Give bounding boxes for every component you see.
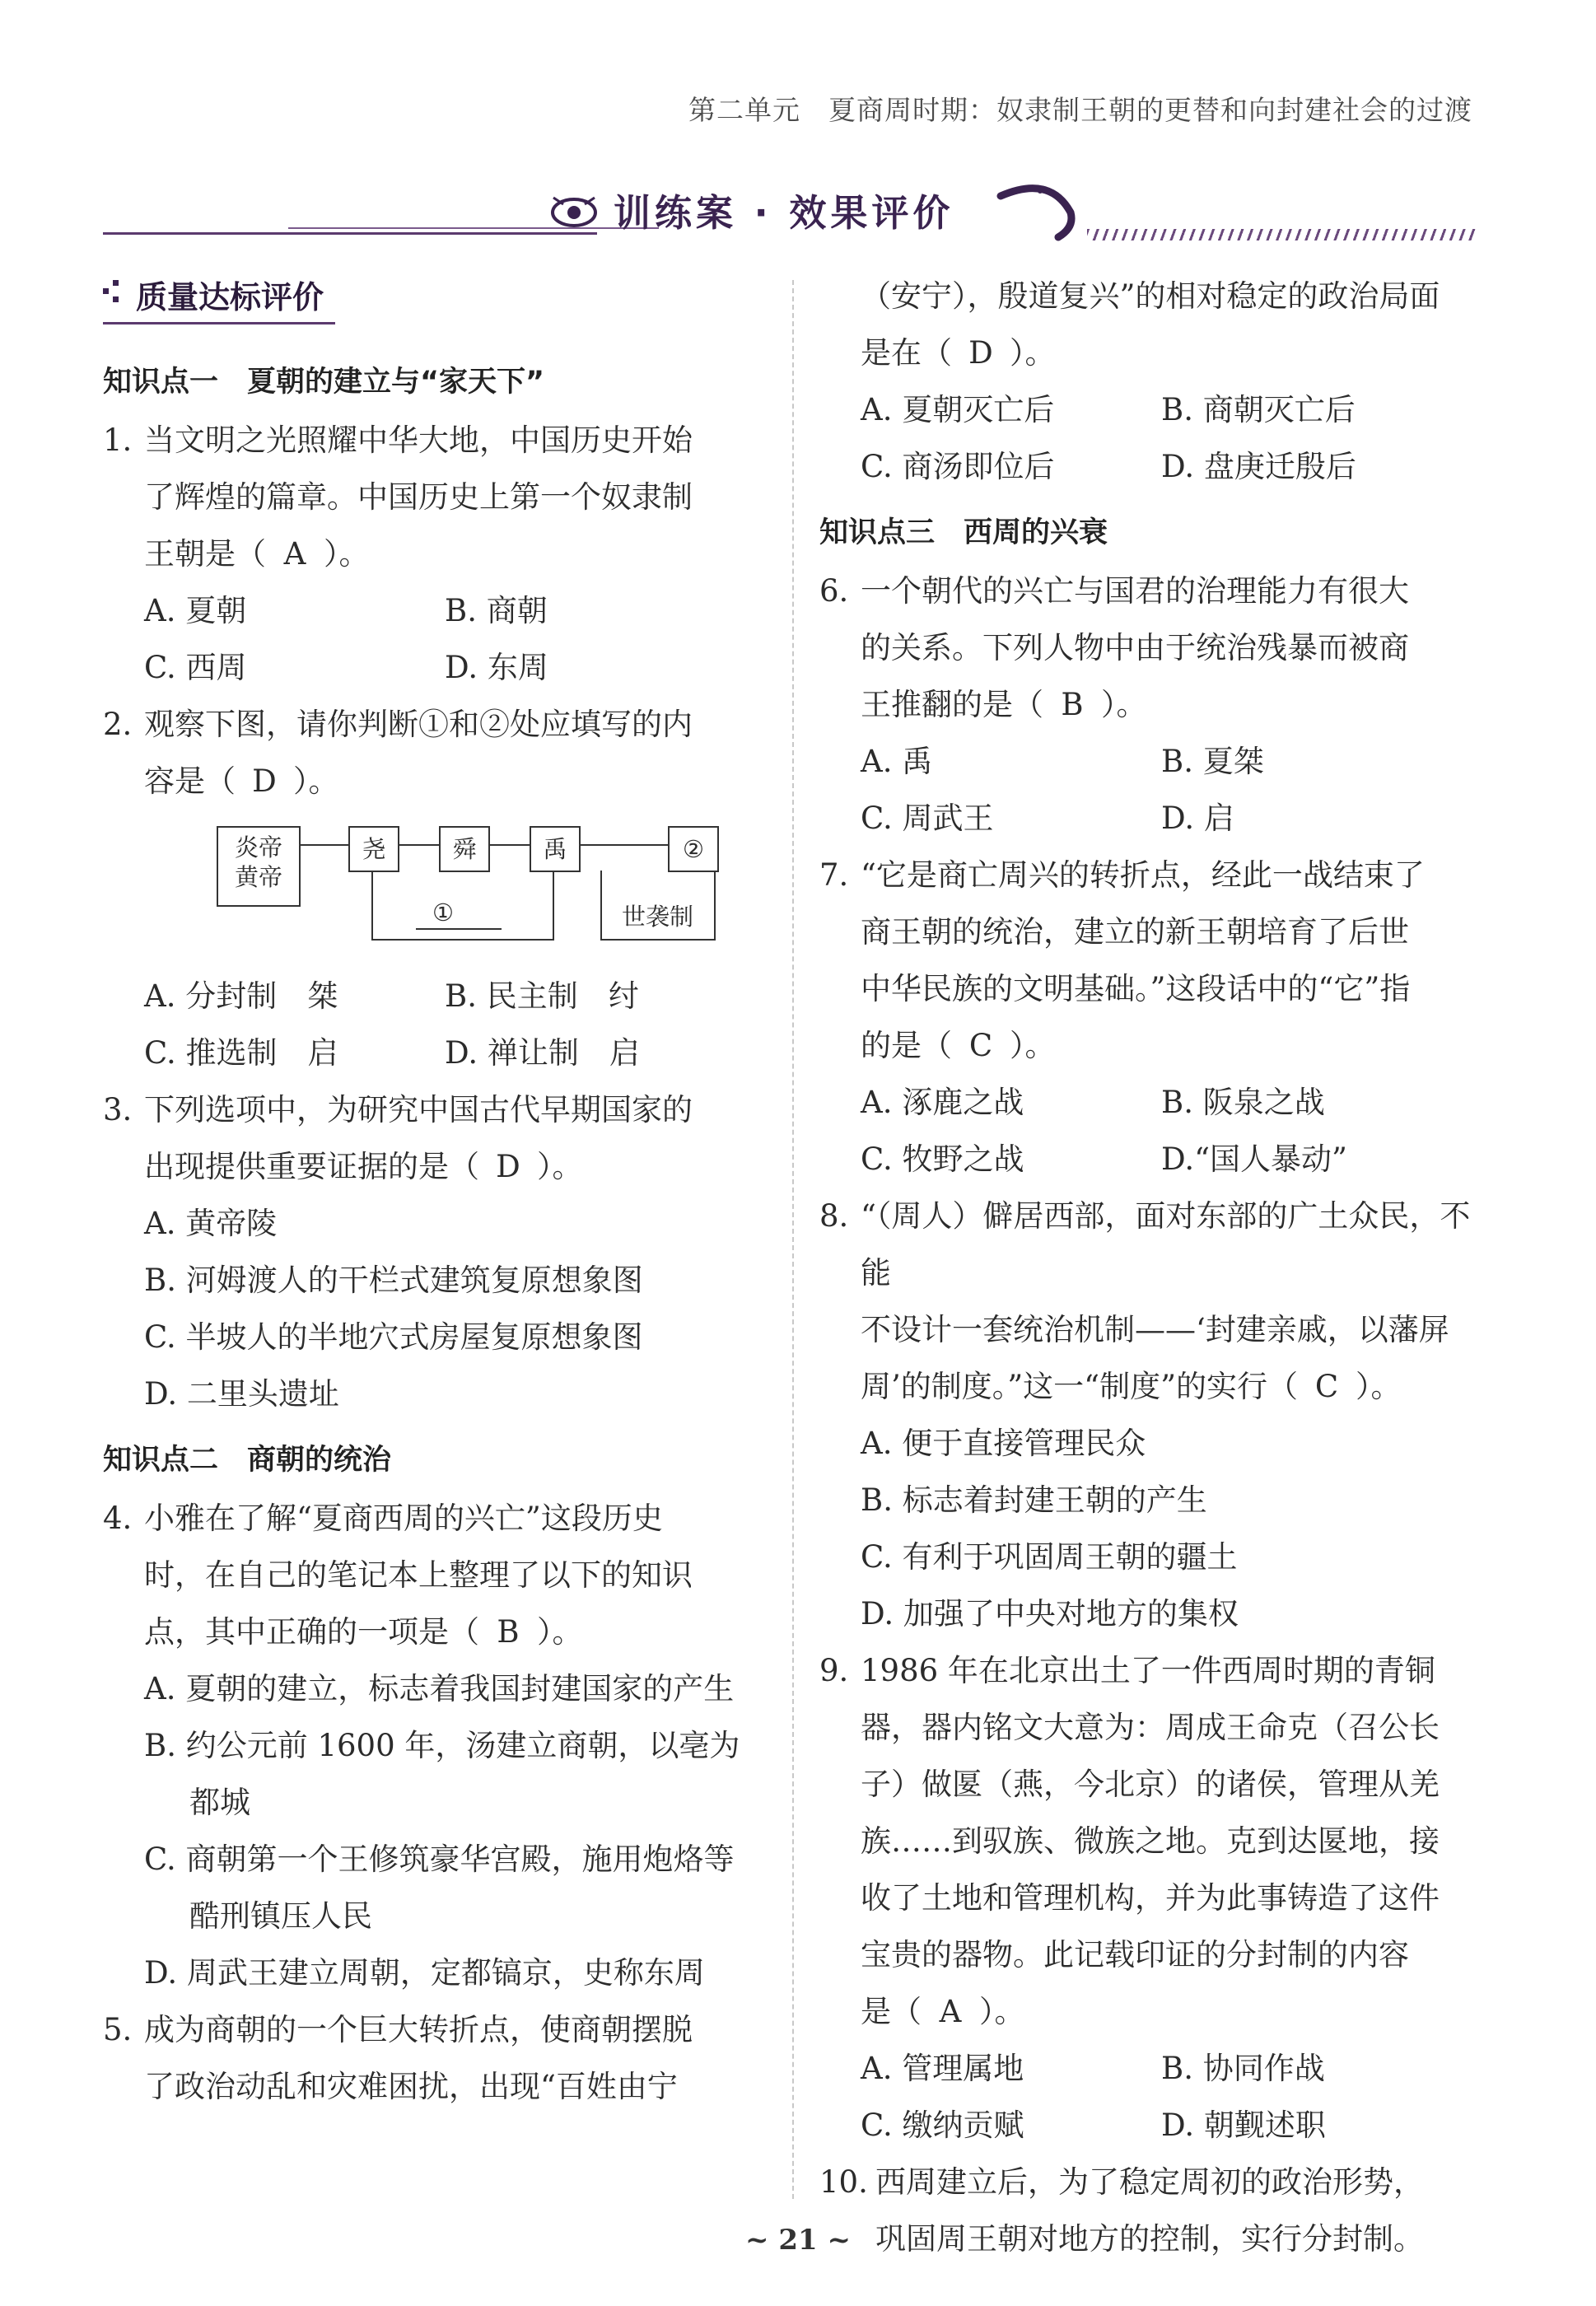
answer-mark: C	[968, 1028, 993, 1063]
question-4: 4. 小雅在了解“夏商西周的兴亡”这段历史 时，在自己的笔记本上整理了以下的知识 点，其中正确的一项是（ B ）。 A. 夏朝的建立，标志着我国封建国家的产生 B. 约公元前 1600 年，汤建立商朝，以亳为都城 C. 商朝第一个王修筑豪华宫殿，施用炮烙等酷刑镇压人民 D. 周武王建立周朝，定都镐京，史称东周	[103, 1490, 762, 2001]
answer-mark: B	[497, 1614, 520, 1650]
option: A. 夏朝的建立，标志着我国封建国家的产生	[144, 1671, 735, 1706]
answer-mark: D	[496, 1149, 520, 1184]
diagram-box-shun: 舜	[439, 826, 490, 872]
knowledge-point-1-title: 知识点一 夏朝的建立与“家天下”	[103, 366, 545, 399]
option: A. 涿鹿之战	[861, 1085, 1024, 1120]
question-9: 9. 1986 年在北京出土了一件西周时期的青铜 器，器内铭文大意为：周成王命克（召公长 子）做匽（燕，今北京）的诸侯，管理从羌 族……到驭族、微族之地。克到达匽地，接 收了土地和管理机构，并为此事铸造了这件 宝贵的器物。此记载印证的分封制的内容 是（ A ）。 A. 管理属地 B. 协同作战 C. 缴纳贡赋 D. 朝觐述职	[819, 1642, 1478, 2154]
option: A. 便于直接管理民众	[861, 1426, 1146, 1461]
answer-mark: A	[283, 536, 306, 572]
option: A. 黄帝陵	[144, 1206, 278, 1241]
banner-rule-left	[103, 232, 597, 235]
diagram-hereditary-label: 世袭制	[622, 903, 694, 931]
option: C. 商朝第一个王修筑豪华宫殿，施用炮烙等酷刑镇压人民	[144, 1842, 735, 1934]
option: C. 缴纳贡赋	[861, 2108, 1024, 2143]
section-title: 质量达标评价	[103, 272, 335, 324]
option: B. 协同作战	[1161, 2051, 1325, 2086]
diagram-slot-2: ②	[668, 826, 719, 872]
option: A. 分封制 桀	[144, 978, 338, 1014]
option: B. 夏桀	[1161, 744, 1264, 779]
knowledge-point-3-title: 知识点三 西周的兴衰	[819, 516, 1108, 549]
option: B. 河姆渡人的干栏式建筑复原想象图	[144, 1263, 643, 1298]
option: A. 夏朝	[144, 593, 247, 628]
bullet-dots-icon	[103, 280, 124, 305]
option: D. 禅让制 启	[445, 1035, 640, 1071]
answer-mark: D	[968, 335, 993, 371]
option: C. 半坡人的半地穴式房屋复原想象图	[144, 1319, 643, 1355]
option: D. 朝觐述职	[1161, 2108, 1326, 2143]
banner-title: 训练案 · 效果评价	[614, 191, 954, 235]
option: B. 约公元前 1600 年，汤建立商朝，以亳为都城	[144, 1728, 740, 1820]
diagram-slot-1: ①	[432, 899, 454, 927]
question-3: 3. 下列选项中，为研究中国古代早期国家的 出现提供重要证据的是（ D ）。 A. 黄帝陵 B. 河姆渡人的干栏式建筑复原想象图 C. 半坡人的半地穴式房屋复原想象图 D. 二里头遗址	[103, 1081, 762, 1422]
page-number: ~ 21 ~	[745, 2224, 851, 2257]
option: A. 管理属地	[861, 2051, 1024, 2086]
swoosh-decoration-icon	[992, 180, 1091, 245]
answer-mark: C	[1314, 1369, 1339, 1404]
option: D.“国人暴动”	[1161, 1141, 1347, 1177]
option: C. 推选制 启	[144, 1035, 338, 1071]
question-7: 7. “它是商亡周兴的转折点，经此一战结束了 商王朝的统治，建立的新王朝培育了后世 中华民族的文明基础。”这段话中的“它”指 的是（ C ）。 A. 涿鹿之战 B. 阪泉之战 C. 牧野之战 D.“国人暴动”	[819, 847, 1478, 1188]
question-5-continued: （安宁），殷道复兴”的相对稳定的政治局面 是在（ D ）。 A. 夏朝灭亡后 B. 商朝灭亡后 C. 商汤即位后 D. 盘庚迁殷后	[819, 268, 1478, 495]
succession-diagram	[103, 819, 762, 959]
column-divider	[792, 280, 794, 2199]
option: C. 周武王	[861, 801, 994, 836]
option: C. 牧野之战	[861, 1141, 1024, 1177]
running-header: 第二单元 夏商周时期：奴隶制王朝的更替和向封建社会的过渡	[688, 94, 1472, 126]
option: B. 民主制 纣	[445, 978, 639, 1014]
question-2: 2. 观察下图，请你判断①和②处应填写的内 容是（ D ）。 炎帝 黄帝 尧 舜 禹 ② ① 世袭制 A. 分封制 桀 B. 民主制 纣 C. 推选制 启 D. 禅让制 启	[103, 696, 762, 1081]
option: B. 阪泉之战	[1161, 1085, 1325, 1120]
option: B. 标志着封建王朝的产生	[861, 1482, 1207, 1518]
answer-mark: A	[939, 1994, 962, 2029]
question-1: 1. 当文明之光照耀中华大地，中国历史开始 了辉煌的篇章。中国历史上第一个奴隶制 王朝是（ A ）。 A. 夏朝 B. 商朝 C. 西周 D. 东周	[103, 412, 762, 696]
option: D. 启	[1161, 801, 1234, 836]
diagram-box-yandi-huangdi: 炎帝 黄帝	[217, 826, 301, 907]
eye-icon	[545, 186, 603, 236]
banner-hatch-rule	[1087, 229, 1478, 240]
section-banner	[103, 180, 1478, 245]
option: D. 二里头遗址	[144, 1376, 339, 1412]
option: B. 商朝	[445, 593, 548, 628]
option: D. 盘庚迁殷后	[1161, 449, 1356, 484]
option: A. 夏朝灭亡后	[861, 392, 1055, 427]
diagram-box-yao: 尧	[348, 826, 399, 872]
option: D. 周武王建立周朝，定都镐京，史称东周	[144, 1955, 705, 1991]
question-10: 10. 西周建立后，为了稳定周初的政治形势， 巩固周王朝对地方的控制，实行分封制。	[819, 2164, 1424, 2257]
question-8: 8. “（周人）僻居西部，面对东部的广土众民，不能 不设计一套统治机制——‘封建亲戚，以藩屏 周’的制度。”这一“制度”的实行（ C ）。 A. 便于直接管理民众 B. 标志着封建王朝的产生 C. 有利于巩固周王朝的疆土 D. 加强了中央对地方的集权	[819, 1188, 1478, 1642]
right-column	[819, 268, 1478, 2267]
option: B. 商朝灭亡后	[1161, 392, 1356, 427]
option: C. 商汤即位后	[861, 449, 1055, 484]
answer-mark: B	[1061, 687, 1084, 722]
question-5: 5. 成为商朝的一个巨大转折点，使商朝摆脱 了政治动乱和灾难困扰，出现“百姓由宁	[103, 2012, 693, 2104]
option: A. 禹	[861, 744, 933, 779]
question-6: 6. 一个朝代的兴亡与国君的治理能力有很大 的关系。下列人物中由于统治残暴而被商 王推翻的是（ B ）。 A. 禹 B. 夏桀 C. 周武王 D. 启	[819, 562, 1478, 847]
knowledge-point-2-title: 知识点二 商朝的统治	[103, 1444, 392, 1477]
option: D. 加强了中央对地方的集权	[861, 1596, 1239, 1631]
option: D. 东周	[445, 650, 548, 685]
option: C. 西周	[144, 650, 247, 685]
answer-mark: D	[252, 763, 277, 799]
banner-rule-left-thin	[288, 227, 659, 229]
option: C. 有利于巩固周王朝的疆土	[861, 1539, 1238, 1575]
left-column	[103, 272, 762, 2115]
diagram-box-yu: 禹	[530, 826, 581, 872]
